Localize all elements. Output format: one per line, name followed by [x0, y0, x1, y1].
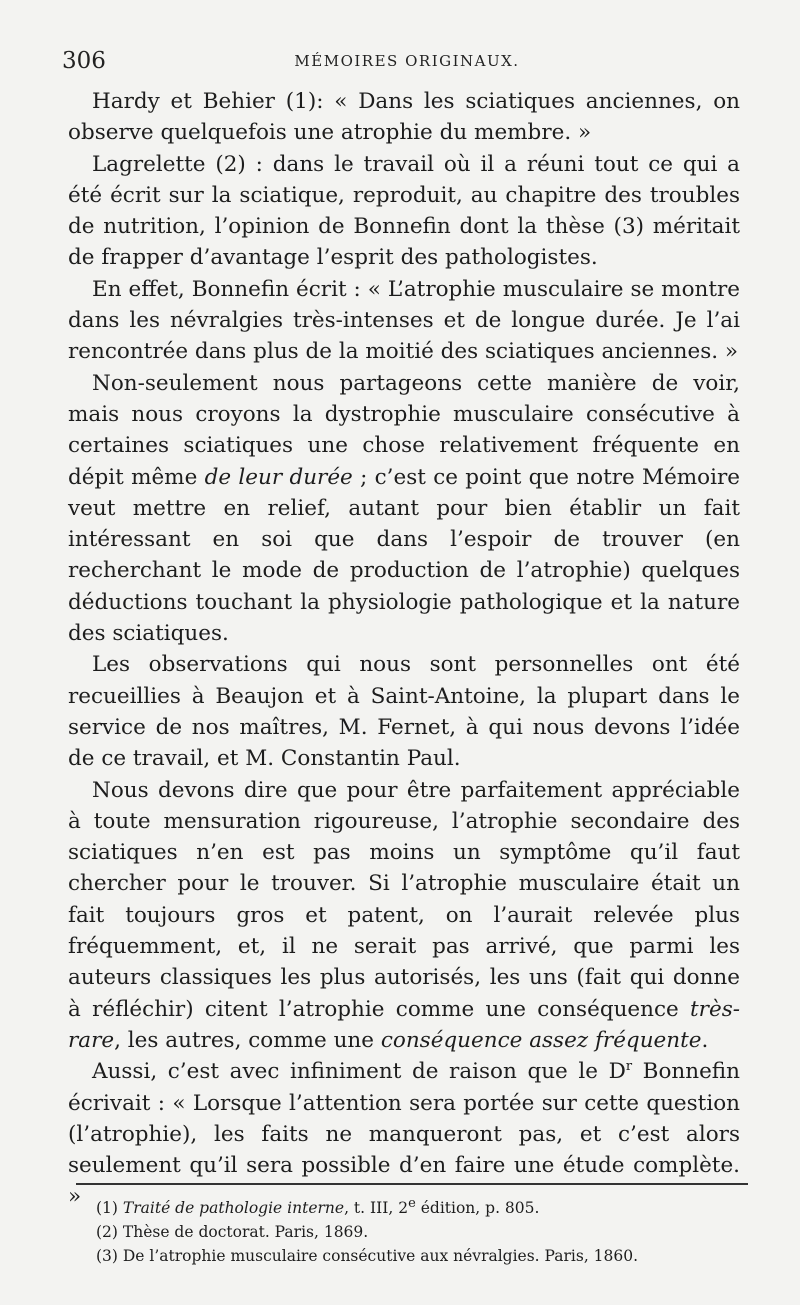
- footnote: [96, 1196, 746, 1220]
- text-run: En effet, Bonnefin écrit : « L’atrophie musculaire se montre dans les névralgies très-intenses et de longue durée. Je l’ai rencontrée dans plus de la moitié des sciatiques anciennes. »: [68, 276, 740, 365]
- text-run: ; c’est ce point que notre Mémoire veut mettre en relief, autant pour bien établir un fait intéressant en soi que dans l’espoir de trouver (en recherchant le mode de production de l’atrophie) quelques déductions touchant la physiologie pathologique et la nature des sciatiques.: [68, 464, 741, 647]
- text-run: Hardy et Behier (1): « Dans les sciatiques anciennes, on observe quelquefois une atrophie du membre. »: [68, 89, 740, 146]
- page-header: [62, 48, 752, 78]
- italic-text: de leur durée: [204, 464, 353, 490]
- paragraph: [68, 86, 740, 149]
- paragraph: [68, 274, 740, 368]
- paragraph: [68, 1056, 740, 1212]
- text-run: Aussi, c’est avec infiniment de raison que le D: [92, 1059, 626, 1085]
- running-title: MÉMOIRES ORIGINAUX.: [294, 52, 520, 70]
- footnote: [96, 1244, 746, 1268]
- paragraph: [68, 775, 740, 1057]
- paragraph: [68, 149, 740, 274]
- italic-text: conséquence assez fréquente: [380, 1027, 702, 1053]
- paragraph: [68, 368, 740, 650]
- text-run: (3) De l’atrophie musculaire consécutive aux névralgies. Paris, 1860.: [96, 1247, 639, 1265]
- text-run: Nous devons dire que pour être parfaitement appréciable à toute mensuration rigoureuse, l’atrophie secondaire des sciatiques n’en est pas moins un symptôme qu’il faut chercher pour le trouver. Si l’atrophie musculaire était un fait toujours gros et patent, on l’aurait relevée plus fréquemment, et, il ne serait pas arrivé, que parmi les auteurs classiques les plus autorisés, les uns (fait qui donne à réfléchir) citent l’atrophie comme une conséquence: [68, 777, 740, 1022]
- text-run: Bonnefin écrivait : « Lorsque l’attention sera portée sur cette question (l’atrophie), les faits ne manqueront pas, et c’est alors seulement qu’il sera possible d’en faire une étude complète. »: [68, 1059, 740, 1210]
- superscript: e: [408, 1195, 416, 1211]
- text-run: (1): [96, 1199, 123, 1217]
- text-run: Lagrelette (2) : dans le travail où il a réuni tout ce qui a été écrit sur la sciatique, reproduit, au chapitre des troubles de nutrition, l’opinion de Bonnefin dont la thèse (3) méritait de frapper d’avantage l’esprit des pathologistes.: [68, 151, 740, 271]
- body-text: [68, 86, 740, 1213]
- footnote: [96, 1220, 746, 1244]
- paragraph: [68, 649, 740, 774]
- page-number: 306: [62, 48, 106, 74]
- superscript: r: [625, 1059, 633, 1075]
- text-run: (2) Thèse de doctorat. Paris, 1869.: [96, 1223, 369, 1241]
- text-run: , les autres, comme une: [114, 1027, 381, 1053]
- italic-text: Traité de pathologie interne: [122, 1199, 345, 1217]
- text-run: .: [701, 1027, 709, 1053]
- text-run: édition, p. 805.: [415, 1199, 540, 1217]
- text-run: Les observations qui nous sont personnelles ont été recueillies à Beaujon et à Saint-Antoine, la plupart dans le service de nos maîtres, M. Fernet, à qui nous devons l’idée de ce travail, et M. Constantin Paul.: [68, 652, 740, 772]
- text-run: , t. III, 2: [344, 1199, 409, 1217]
- text-run: Non-seulement nous partageons cette manière de voir, mais nous croyons la dystrophie musculaire consécutive à certaines sciatiques une chose relativement fréquente en dépit même: [68, 370, 740, 490]
- footnote-rule: [76, 1183, 748, 1185]
- footnotes: [96, 1196, 746, 1268]
- italic-text: très-rare: [68, 996, 740, 1053]
